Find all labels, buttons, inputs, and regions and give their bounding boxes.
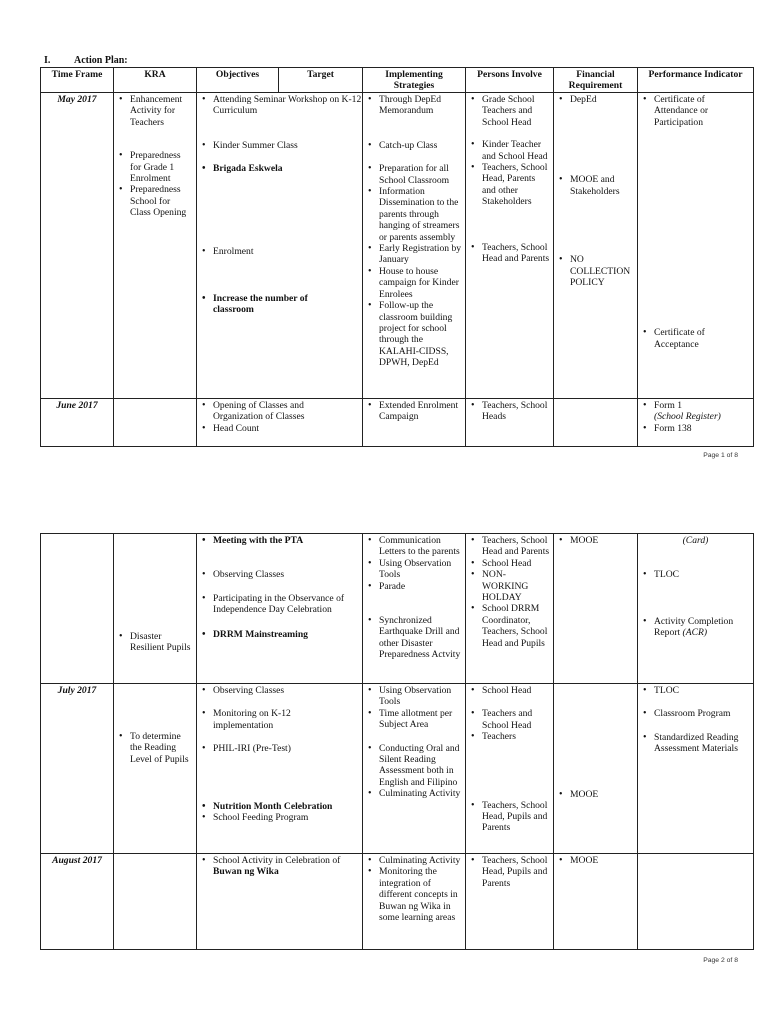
- strategies-cell: [363, 534, 466, 684]
- kra-cell: [114, 854, 197, 950]
- list-item: • NO COLLECTION POLICY: [570, 254, 634, 288]
- indicator-cell: [638, 93, 754, 399]
- header-objectives: Objectives: [197, 68, 279, 93]
- indicator-cell: [638, 399, 754, 447]
- acr-label: Activity Completion Report: [654, 615, 734, 639]
- table-row-june-continued: [41, 534, 754, 684]
- list-item: • Attending Seminar Workshop on K-12 Curriculum: [213, 94, 363, 117]
- table-row-june-2017: [41, 399, 754, 447]
- list-item: • Brigada Eskwela: [213, 163, 359, 174]
- list-item: • MOOE: [570, 855, 634, 866]
- financial-cell: [554, 93, 638, 399]
- list-item: • Increase the number of classroom: [213, 293, 333, 316]
- strategies-cell: [363, 684, 466, 854]
- list-item: • Disaster Resilient Pupils: [130, 631, 193, 654]
- time-frame-cell: May 2017: [41, 93, 114, 399]
- list-item: • Teachers, School Head, Pupils and Parents: [482, 800, 550, 834]
- financial-cell: [554, 684, 638, 854]
- list-item: • Parade: [379, 581, 462, 592]
- time-frame-cell: [41, 534, 114, 684]
- document-page-1: [0, 0, 768, 470]
- kra-cell: [114, 399, 197, 447]
- action-plan-table-continued: [40, 533, 754, 950]
- strategies-cell: [363, 854, 466, 950]
- objectives-cell: [197, 93, 363, 399]
- page-footer: Page 1 of 8: [703, 452, 738, 459]
- time-frame-cell: August 2017: [41, 854, 114, 950]
- time-frame-cell: June 2017: [41, 399, 114, 447]
- list-item: • Kinder Teacher and School Head: [482, 139, 550, 162]
- list-item: [654, 616, 750, 639]
- objectives-cell: [197, 534, 363, 684]
- persons-cell: [466, 854, 554, 950]
- list-item: • Culminating Activity: [379, 788, 462, 799]
- list-item: • Certificate of Attendance or Participation: [654, 94, 750, 128]
- list-item: • Through DepEd Memorandum: [379, 94, 462, 117]
- financial-cell: [554, 854, 638, 950]
- list-item: • PHIL-IRI (Pre-Test): [213, 743, 359, 754]
- page-footer: Page 2 of 8: [703, 957, 738, 964]
- strategies-cell: [363, 93, 466, 399]
- list-item: • Certificate of Acceptance: [654, 327, 750, 350]
- objective-bold-text: Buwan ng Wika: [213, 866, 279, 878]
- list-item: • Communication Letters to the parents: [379, 535, 462, 558]
- table-row-august-2017: [41, 854, 754, 950]
- header-persons-involve: Persons Involve: [466, 68, 554, 93]
- list-item: • To determine the Reading Level of Pupils: [130, 731, 193, 765]
- list-item: • Classroom Program: [654, 708, 750, 719]
- list-item: • Teachers, School Head, Pupils and Parents: [482, 855, 550, 889]
- list-item: • MOOE: [570, 535, 634, 546]
- list-item: • Opening of Classes and Organization of Classes: [213, 400, 333, 423]
- document-page-2: [0, 500, 768, 1024]
- list-item: • Catch-up Class: [379, 140, 462, 151]
- list-item: • Teachers, School Head and Parents: [482, 242, 550, 265]
- persons-cell: [466, 534, 554, 684]
- list-item: • Early Registration by January: [379, 243, 462, 266]
- indicator-cell: [638, 534, 754, 684]
- strategies-cell: [363, 399, 466, 447]
- persons-cell: [466, 93, 554, 399]
- list-item: • School Feeding Program: [213, 812, 359, 823]
- list-item: • Grade School Teachers and School Head: [482, 94, 550, 128]
- table-row-july-2017: [41, 684, 754, 854]
- list-item: • Teachers: [482, 731, 550, 742]
- list-item: • Preparation for all School Classroom: [379, 163, 462, 186]
- list-item: • DepEd: [570, 94, 634, 105]
- list-item: • Monitoring the integration of different concepts in Buwan ng Wika in some learning areas: [379, 866, 462, 923]
- list-item: • House to house campaign for Kinder Enrolees: [379, 266, 462, 300]
- list-item: • DRRM Mainstreaming: [213, 629, 359, 640]
- list-item: • Enhancement Activity for Teachers: [130, 94, 193, 128]
- list-item: • School Head: [482, 685, 550, 696]
- section-heading: [44, 55, 128, 66]
- kra-cell: [114, 534, 197, 684]
- form-note: (School Register): [654, 411, 721, 423]
- objective-text: School Activity in Celebration of: [213, 855, 341, 866]
- financial-cell: [554, 399, 638, 447]
- header-kra: KRA: [114, 68, 197, 93]
- list-item: • Time allotment per Subject Area: [379, 708, 462, 731]
- kra-cell: [114, 684, 197, 854]
- list-item: • Nutrition Month Celebration: [213, 801, 359, 812]
- objectives-cell: [197, 854, 363, 950]
- section-title: Action Plan:: [74, 55, 128, 66]
- persons-cell: [466, 399, 554, 447]
- action-plan-table: [40, 67, 754, 447]
- list-item: • Enrolment: [213, 246, 359, 257]
- list-item: • Kinder Summer Class: [213, 140, 359, 151]
- list-item: • Head Count: [213, 423, 359, 434]
- list-item: • TLOC: [654, 685, 750, 696]
- objectives-cell: [197, 684, 363, 854]
- list-item: • Preparedness School for Class Opening: [130, 184, 193, 218]
- financial-cell: [554, 534, 638, 684]
- list-item: • TLOC: [654, 569, 750, 580]
- list-item: • Using Observation Tools: [379, 685, 462, 708]
- card-note: (Card): [682, 535, 709, 546]
- list-item: • Extended Enrolment Campaign: [379, 400, 462, 423]
- table-header-row: [41, 68, 754, 93]
- list-item: • Participating in the Observance of Independence Day Celebration: [213, 593, 359, 616]
- section-number: I.: [44, 55, 51, 66]
- header-implementing-strategies: Implementing Strategies: [363, 68, 466, 93]
- header-time-frame: Time Frame: [41, 68, 114, 93]
- header-performance-indicator: Performance Indicator: [638, 68, 754, 93]
- header-financial-requirement: Financial Requirement: [554, 68, 638, 93]
- list-item: • Teachers, School Head, Parents and other Stakeholders: [482, 162, 550, 208]
- acr-abbrev: (ACR): [682, 627, 708, 639]
- list-item: • Monitoring on K-12 implementation: [213, 708, 313, 731]
- list-item: • Teachers, School Head and Parents: [482, 535, 550, 558]
- list-item: • MOOE and Stakeholders: [570, 174, 634, 197]
- time-frame-cell: July 2017: [41, 684, 114, 854]
- list-item: • Form 138: [654, 423, 750, 434]
- persons-cell: [466, 684, 554, 854]
- header-target: Target: [279, 68, 363, 93]
- list-item: • Conducting Oral and Silent Reading Assessment both in English and Filipino: [379, 743, 462, 789]
- list-item: [213, 855, 359, 878]
- list-item: • School DRRM Coordinator, Teachers, School Head and Pupils: [482, 603, 550, 649]
- list-item: • NON-WORKING HOLDAY: [482, 569, 542, 603]
- list-item: [654, 400, 750, 423]
- form-label: Form 1: [654, 400, 682, 411]
- list-item: • Meeting with the PTA: [213, 535, 359, 546]
- list-item: • Synchronized Earthquake Drill and other Disaster Preparedness Actvity: [379, 615, 462, 661]
- list-item: • Standardized Reading Assessment Materials: [654, 732, 750, 755]
- list-item: • Observing Classes: [213, 685, 359, 696]
- list-item: • Using Observation Tools: [379, 558, 462, 581]
- list-item: • Preparedness for Grade 1 Enrolment: [130, 150, 193, 184]
- list-item: • Follow-up the classroom building project for school through the KALAHI-CIDSS, DPWH, DepEd: [379, 300, 462, 368]
- list-item: • MOOE: [570, 789, 634, 800]
- list-item: • School Head: [482, 558, 550, 569]
- list-item: • Teachers, School Heads: [482, 400, 550, 423]
- list-item: • Information Dissemination to the parents through hanging of streamers or parents assembly: [379, 186, 462, 243]
- list-item: • Culminating Activity: [379, 855, 462, 866]
- indicator-cell: [638, 684, 754, 854]
- list-item: • Observing Classes: [213, 569, 359, 580]
- table-row-may-2017: [41, 93, 754, 399]
- kra-cell: [114, 93, 197, 399]
- objectives-cell: [197, 399, 363, 447]
- list-item: • Teachers and School Head: [482, 708, 550, 731]
- indicator-cell: [638, 854, 754, 950]
